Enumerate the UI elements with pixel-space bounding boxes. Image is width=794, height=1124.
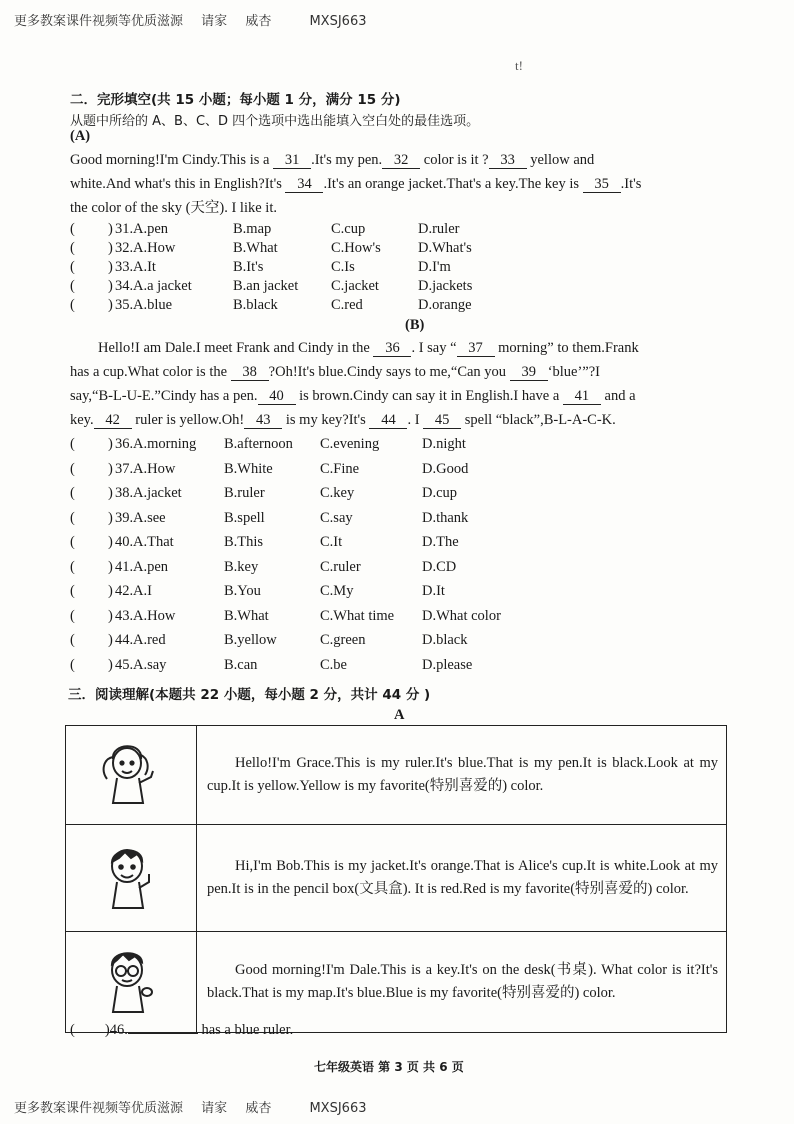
option-a[interactable]: A.It <box>133 259 156 275</box>
watermark-code: MXSJ663 <box>309 1101 367 1116</box>
blank-41[interactable]: 41 <box>563 388 601 405</box>
question-number: 33. <box>115 259 134 275</box>
watermark-text: 更多教案课件视频等优质滋源 <box>14 1101 184 1116</box>
page-footer: 七年级英语 第 3 页 共 6 页 <box>314 1060 464 1074</box>
bottom-watermark <box>14 1097 381 1116</box>
option-a[interactable]: A.How <box>133 607 176 624</box>
dale-picture <box>66 932 197 1033</box>
answer-bracket[interactable]: ) <box>108 240 113 256</box>
option-d[interactable]: D.thank <box>422 509 469 526</box>
option-a[interactable]: A.say <box>133 656 167 673</box>
option-c[interactable]: C.My <box>320 583 354 599</box>
answer-bracket[interactable]: ) <box>108 297 113 313</box>
option-a[interactable]: A.I <box>133 583 152 599</box>
watermark-text: 请家 <box>201 1101 228 1116</box>
watermark-text: 威杏 <box>245 14 272 29</box>
boy-icon <box>91 836 171 916</box>
grace-text: Hello!I'm Grace.This is my ruler.It's blue.That is my pen.It is black.Look at my cup.It is yellow.Yellow is my favorite(特别喜爱的) color. <box>197 726 727 825</box>
answer-bracket[interactable]: ( <box>70 297 75 313</box>
watermark-text: 请家 <box>201 14 228 29</box>
option-b[interactable]: B.You <box>224 583 261 599</box>
question-number: 31. <box>115 221 134 237</box>
question-number: 32. <box>115 240 134 256</box>
option-d[interactable]: D.It <box>422 583 445 599</box>
option-d[interactable]: D.please <box>422 656 473 673</box>
blank-33[interactable]: 33 <box>489 152 527 169</box>
option-a[interactable]: A.How <box>133 240 176 256</box>
answer-bracket[interactable]: ) <box>108 583 113 599</box>
answer-bracket[interactable]: ( <box>70 583 75 599</box>
option-b[interactable]: B.black <box>233 297 278 313</box>
answer-bracket[interactable]: ) <box>108 632 113 648</box>
answer-bracket[interactable]: ( <box>70 485 75 501</box>
blank-38[interactable]: 38 <box>231 364 269 381</box>
blank-39[interactable]: 39 <box>510 364 548 381</box>
watermark-code: MXSJ663 <box>309 14 367 29</box>
option-d[interactable]: D.orange <box>418 297 472 313</box>
question-number: 41. <box>115 558 134 575</box>
question-46: ( )46. has a blue ruler. <box>70 1022 294 1038</box>
boy-glasses-icon <box>91 940 171 1020</box>
section2-instruction: 从题中所给的 A、B、C、D 四个选项中选出能填入空白处的最佳选项。 <box>70 114 480 129</box>
grace-picture <box>66 726 197 825</box>
question-number: 44. <box>115 632 134 648</box>
answer-bracket[interactable]: ( <box>70 632 75 648</box>
answer-bracket[interactable]: ) <box>108 278 113 294</box>
option-c[interactable]: C.evening <box>320 436 380 452</box>
answer-bracket[interactable]: ( <box>70 534 75 550</box>
option-c[interactable]: C.What time <box>320 607 395 624</box>
question-number: 45. <box>115 656 134 673</box>
option-b[interactable]: B.spell <box>224 509 265 526</box>
option-d[interactable]: D.What color <box>422 607 501 624</box>
question-number: 40. <box>115 534 134 550</box>
option-c[interactable]: C.green <box>320 632 366 648</box>
top-watermark <box>14 10 381 29</box>
option-b[interactable]: B.What <box>233 240 278 256</box>
blank-37[interactable]: 37 <box>457 340 495 357</box>
answer-bracket[interactable]: ) <box>108 485 113 501</box>
bob-text: Hi,I'm Bob.This is my jacket.It's orange.That is Alice's cup.It is white.Look at my pen.It is in the pencil box(文具盒). It is red.Red is my favorite(特别喜爱的) color. <box>197 825 727 932</box>
option-a[interactable]: A.morning <box>133 436 197 452</box>
option-b[interactable]: B.White <box>224 460 273 477</box>
question-number: 38. <box>115 485 134 501</box>
option-b[interactable]: B.map <box>233 221 272 237</box>
question-number: 34. <box>115 278 134 294</box>
option-b[interactable]: B.yellow <box>224 632 277 648</box>
option-b[interactable]: B.ruler <box>224 485 265 501</box>
reading-row-grace <box>66 726 727 825</box>
answer-bracket[interactable]: ( <box>70 259 75 275</box>
option-b[interactable]: B.an jacket <box>233 278 299 294</box>
question-number: 42. <box>115 583 134 599</box>
option-d[interactable]: D.ruler <box>418 221 460 237</box>
option-a[interactable]: A.jacket <box>133 485 182 501</box>
option-b[interactable]: B.key <box>224 558 259 575</box>
option-a[interactable]: A.a jacket <box>133 278 192 294</box>
option-b[interactable]: B.afternoon <box>224 436 293 452</box>
bob-picture <box>66 825 197 932</box>
question-number: 35. <box>115 297 134 313</box>
option-d[interactable]: D.black <box>422 632 468 648</box>
option-c[interactable]: C.say <box>320 509 353 526</box>
answer-blank-46[interactable] <box>128 1033 198 1034</box>
option-c[interactable]: C.cup <box>331 221 366 237</box>
option-c[interactable]: C.Is <box>331 259 355 275</box>
option-b[interactable]: B.It's <box>233 259 264 275</box>
answer-bracket[interactable]: ( <box>70 607 75 624</box>
option-d[interactable]: D.The <box>422 534 459 550</box>
option-d[interactable]: D.What's <box>418 240 472 256</box>
watermark-text: 更多教案课件视频等优质滋源 <box>14 14 184 29</box>
answer-bracket[interactable]: ( <box>70 509 75 526</box>
option-d[interactable]: D.I'm <box>418 259 451 275</box>
option-d[interactable]: D.jackets <box>418 278 473 294</box>
question-number: 43. <box>115 607 134 624</box>
blank-34[interactable]: 34 <box>285 176 323 193</box>
option-a[interactable]: A.red <box>133 632 166 648</box>
option-a[interactable]: A.pen <box>133 558 169 575</box>
section2-title: 二．完形填空(共 15 小题；每小题 1 分，满分 15 分) <box>70 92 401 108</box>
dale-text: Good morning!I'm Dale.This is a key.It's on the desk(书桌). What color is it?It's black.That is my map.It's blue.Blue is my favorite(特别喜爱的) color. <box>197 932 727 1033</box>
option-c[interactable]: C.It <box>320 534 343 550</box>
answer-bracket[interactable]: ( <box>70 221 75 237</box>
watermark-text: 威杏 <box>245 1101 272 1116</box>
reading-a-label: A <box>394 707 405 723</box>
answer-bracket[interactable]: ) <box>108 509 113 526</box>
answer-bracket[interactable]: ( <box>70 558 75 575</box>
option-a[interactable]: A.That <box>133 534 174 550</box>
answer-bracket[interactable]: ) <box>108 534 113 550</box>
reading-row-bob <box>66 825 727 932</box>
option-c[interactable]: C.key <box>320 485 355 501</box>
option-d[interactable]: D.Good <box>422 460 469 477</box>
reading-table <box>65 725 727 1033</box>
option-a[interactable]: A.see <box>133 509 166 526</box>
option-b[interactable]: B.This <box>224 534 264 550</box>
blank-35[interactable]: 35 <box>583 176 621 193</box>
passage-b: Hello!I am Dale.I meet Frank and Cindy in the 36 . I say “ 37 morning” to them.Frank has a cup.What color is the 38 ?Oh!It's blue.Cindy says to me,“Can you 39 ‘blue’”?I say,“B-L-U-E.”Cindy has a pen. 40 is brown.Cindy can say it in English.I have a 41 and a key. 42 ruler is yellow.Oh! 43 is my key?It's 44 . I 45 spell “black”,B-L-A-C-K. <box>70 340 639 428</box>
blank-36[interactable]: 36 <box>373 340 411 357</box>
answer-bracket[interactable]: ) <box>108 259 113 275</box>
blank-32[interactable]: 32 <box>382 152 420 169</box>
answer-bracket[interactable]: ) <box>108 558 113 575</box>
passage-a: Good morning!I'm Cindy.This is a 31 .It's my pen. 32 color is it ? 33 yellow and white.And what's this in English?It's 34 .It's an orange jacket.That's a key.The key is 35 .It's the color of the sky (天空). I like it. <box>70 152 642 216</box>
option-c[interactable]: C.red <box>331 297 363 313</box>
blank-45[interactable]: 45 <box>423 412 461 429</box>
reading-row-dale <box>66 932 727 1033</box>
option-b[interactable]: B.What <box>224 607 269 624</box>
answer-bracket[interactable]: ( <box>70 240 75 256</box>
answer-bracket[interactable]: ) <box>108 436 113 452</box>
stray-mark: t! <box>515 58 523 73</box>
question-number: 39. <box>115 509 134 526</box>
option-c[interactable]: C.How's <box>331 240 381 256</box>
blank-42[interactable]: 42 <box>94 412 132 429</box>
option-c[interactable]: C.be <box>320 656 347 673</box>
blank-43[interactable]: 43 <box>244 412 282 429</box>
answer-bracket[interactable]: ( <box>70 278 75 294</box>
option-c[interactable]: C.Fine <box>320 460 360 477</box>
question-number: 37. <box>115 460 134 477</box>
girl-icon <box>91 733 171 813</box>
part-b-label: (B) <box>405 317 425 333</box>
answer-bracket[interactable]: ) <box>108 656 113 673</box>
answer-bracket[interactable]: ( <box>70 460 75 477</box>
option-a[interactable]: A.blue <box>133 297 173 313</box>
option-d[interactable]: D.night <box>422 436 466 452</box>
answer-bracket[interactable]: ( <box>70 436 75 452</box>
blank-44[interactable]: 44 <box>369 412 407 429</box>
answer-bracket[interactable]: ( <box>70 656 75 673</box>
section3-title: 三．阅读理解(本题共 22 小题，每小题 2 分，共计 44 分 ) <box>68 687 431 703</box>
blank-31[interactable]: 31 <box>273 152 311 169</box>
part-a-label: (A) <box>70 128 91 144</box>
option-d[interactable]: D.cup <box>422 485 458 501</box>
option-c[interactable]: C.ruler <box>320 558 361 575</box>
option-a[interactable]: A.How <box>133 460 176 477</box>
option-c[interactable]: C.jacket <box>331 278 379 294</box>
option-a[interactable]: A.pen <box>133 221 169 237</box>
answer-bracket[interactable]: ) <box>108 221 113 237</box>
question-number: 36. <box>115 436 134 452</box>
blank-40[interactable]: 40 <box>258 388 296 405</box>
option-b[interactable]: B.can <box>224 656 258 673</box>
answer-bracket[interactable]: ) <box>108 607 113 624</box>
option-d[interactable]: D.CD <box>422 558 457 575</box>
answer-bracket[interactable]: ) <box>108 460 113 477</box>
